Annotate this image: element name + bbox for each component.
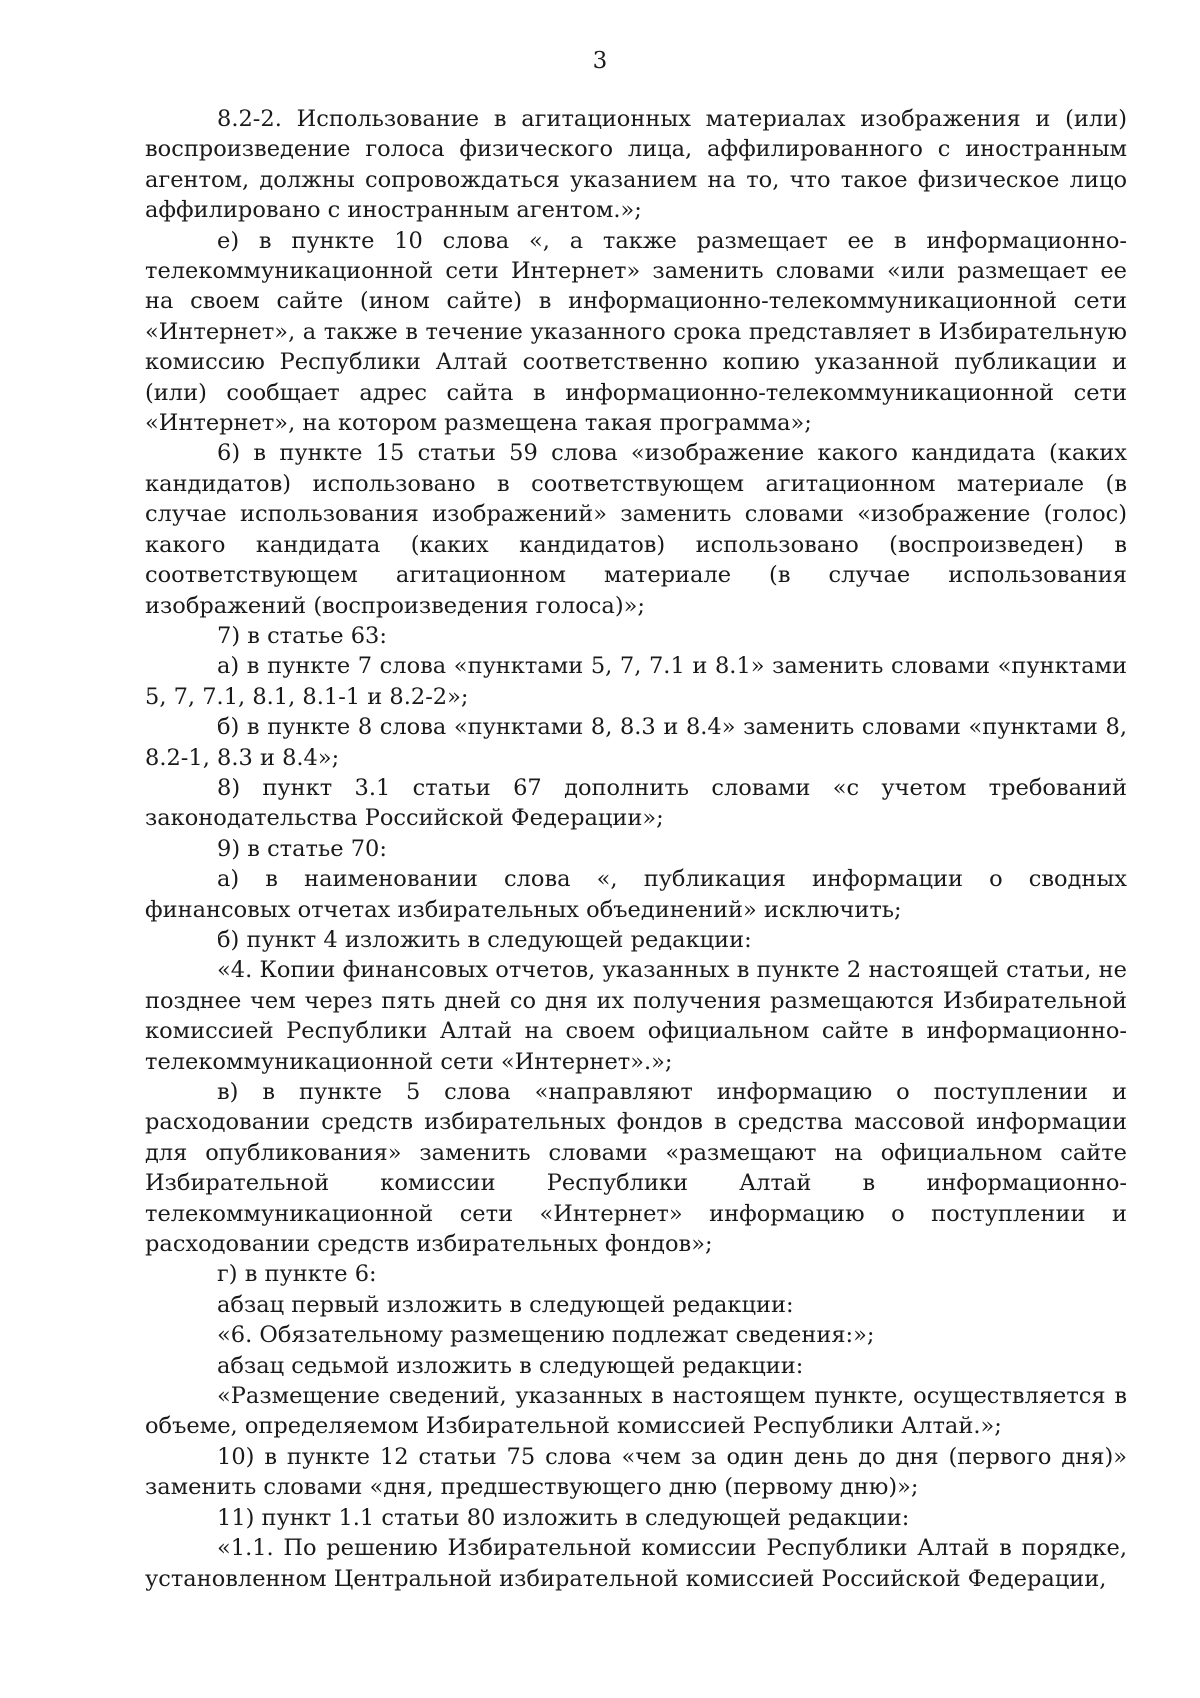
paragraph: г) в пункте 6: — [217, 1261, 377, 1288]
paragraph: 6) в пункте 15 статьи 59 слова «изображение какого кандидата (каких кандидатов) использовано в соответствующем агитационном материале (в случае использования изображений» заменить словами «изображение (голос) какого кандидата (каких кандидатов) использовано (воспроизведен) в соответствующем агитационном материале (в случае использования изображений (воспроизведения голоса)»; — [145, 440, 1127, 619]
paragraph: е) в пункте 10 слова «, а также размещает ее в информационно-телекоммуникационной сети Интернет» заменить словами «или размещает ее на своем сайте (ином сайте) в информационно-телекоммуникационной сети «Интернет», а также в течение указанного срока представляет в Избирательную комиссию Республики Алтай соответственно копию указанной публикации и (или) сообщает адрес сайта в информационно-телекоммуникационной сети «Интернет», на котором размещена такая программа»; — [145, 227, 1127, 437]
paragraph: 9) в статье 70: — [217, 835, 387, 862]
paragraph: 10) в пункте 12 статьи 75 слова «чем за один день до дня (первого дня)» заменить словами «дня, предшествующего дню (первому дню)»; — [145, 1443, 1127, 1501]
document-body — [145, 104, 1127, 1594]
paragraph: а) в наименовании слова «, публикация информации о сводных финансовых отчетах избирательных объединений» исключить; — [145, 866, 1127, 923]
paragraph: б) в пункте 8 слова «пунктами 8, 8.3 и 8.4» заменить словами «пунктами 8, 8.2-1, 8.3 и 8.4»; — [145, 714, 1127, 771]
paragraph: 8.2-2. Использование в агитационных материалах изображения и (или) воспроизведение голоса физического лица, аффилированного с иностранным агентом, должны сопровождаться указанием на то, что такое физическое лицо аффилировано с иностранным агентом.»; — [145, 106, 1127, 224]
paragraph: 7) в статье 63: — [217, 622, 387, 649]
paragraph: б) пункт 4 изложить в следующей редакции: — [217, 926, 752, 953]
paragraph: 8) пункт 3.1 статьи 67 дополнить словами «с учетом требований законодательства Российской Федерации»; — [145, 774, 1127, 832]
page-number: 3 — [592, 48, 608, 74]
paragraph: «Размещение сведений, указанных в настоящем пункте, осуществляется в объеме, определяемом Избирательной комиссией Республики Алтай.»; — [145, 1383, 1127, 1440]
paragraph: 11) пункт 1.1 статьи 80 изложить в следующей редакции: — [217, 1504, 910, 1531]
paragraph: «1.1. По решению Избирательной комиссии Республики Алтай в порядке, установленном Центральной избирательной комиссией Российской Федерации, — [145, 1535, 1127, 1592]
paragraph: абзац первый изложить в следующей редакции: — [217, 1291, 794, 1318]
paragraph: в) в пункте 5 слова «направляют информацию о поступлении и расходовании средств избирательных фондов в средства массовой информации для опубликования» заменить словами «размещают на официальном сайте Избирательной комиссии Республики Алтай в информационно-телекоммуникационной сети «Интернет» информацию о поступлении и расходовании средств избирательных фондов»; — [145, 1079, 1127, 1258]
paragraph: «6. Обязательному размещению подлежат сведения:»; — [217, 1322, 875, 1349]
paragraph: а) в пункте 7 слова «пунктами 5, 7, 7.1 и 8.1» заменить словами «пунктами 5, 7, 7.1, 8.1, 8.1-1 и 8.2-2»; — [145, 653, 1127, 710]
paragraph: абзац седьмой изложить в следующей редакции: — [217, 1352, 804, 1379]
paragraph: «4. Копии финансовых отчетов, указанных в пункте 2 настоящей статьи, не позднее чем через пять дней со дня их получения размещаются Избирательной комиссией Республики Алтай на своем официальном сайте в информационно-телекоммуникационной сети «Интернет».»; — [145, 957, 1127, 1075]
